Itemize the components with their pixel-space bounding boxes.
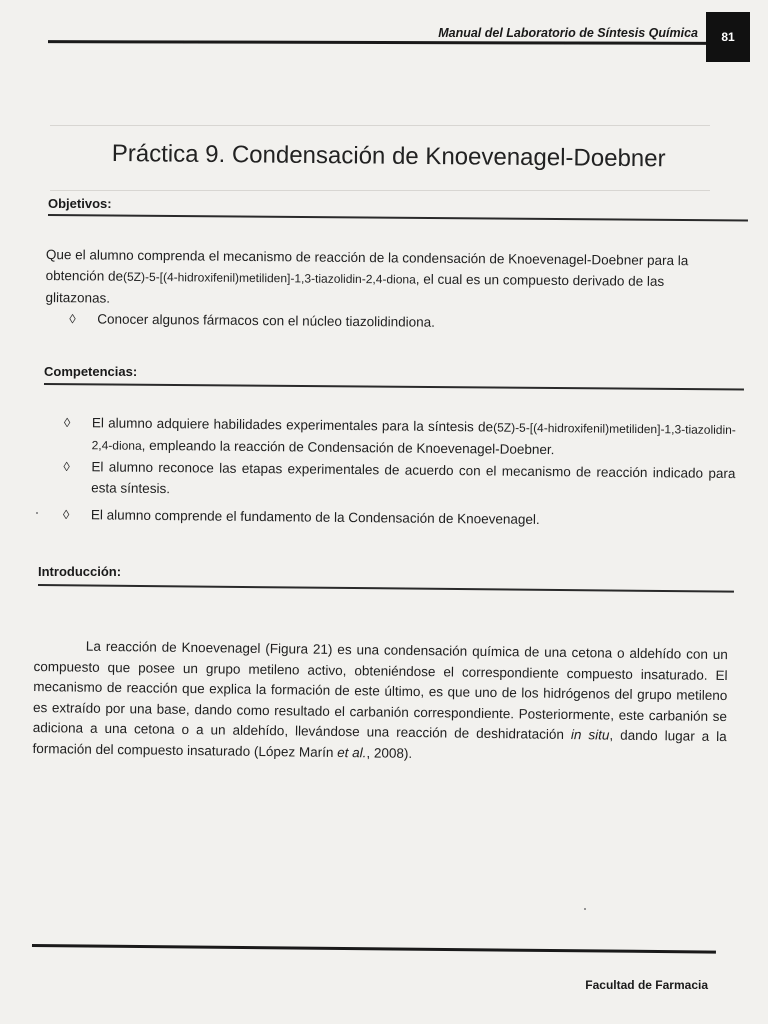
introduccion-body — [32, 636, 728, 768]
section-heading-competencias: Competencias: — [44, 364, 138, 379]
section-heading-introduccion: Introducción: — [38, 564, 122, 579]
objetivos-text-part2: , el cual es un compuesto derivado de las glitazonas. — [45, 271, 665, 306]
competencias-bullet-2-text: El alumno reconoce las etapas experimentales de acuerdo con el mecanismo de reacción indicado para esta síntesis. — [91, 459, 736, 497]
competencias-bullet-1-rest: , empleando la reacción de Condensación de Knoevenagel-Doebner. — [141, 437, 555, 458]
objetivos-compound-name: (5Z)-5-[(4-hidroxifenil)metiliden]-1,3-tiazolidin-2,4-diona — [122, 269, 416, 287]
objetivos-body — [45, 244, 732, 336]
diamond-outline-icon: ◊ — [69, 311, 76, 327]
title-bottom-divider — [50, 190, 710, 191]
section-rule-introduccion — [38, 584, 734, 592]
footer-rule — [32, 944, 716, 954]
competencias-bullet-3-text: El alumno comprende el fundamento de la Condensación de Knoevenagel. — [90, 507, 540, 527]
introduccion-paragraph — [32, 636, 728, 768]
objetivos-bullet-text: Conocer algunos fármacos con el núcleo tiazolidindiona. — [97, 311, 436, 330]
introduccion-text-part1: La reacción de Knoevenagel (Figura 21) es una condensación química de una cetona o aldehído con un compuesto que posee un grupo metileno activo, obteniéndose el correspondiente compuesto insaturado. El mecanismo de reacción que explica la formación de este último, es que uno de los hidrógenos del grupo metileno es extraído por una base, dando como resultado el carbanión correspondiente. Posteriormente, este carbanión se adiciona a una cetona o a un aldehído, llevándose una reacción de deshidratación — [32, 638, 728, 743]
section-rule-objetivos — [48, 214, 748, 221]
competencias-compound-name: (5Z)-5-[(4-hidroxifenil)metiliden]-1,3-tiazolidin-2,4-diona — [91, 420, 736, 453]
section-rule-competencias — [44, 383, 744, 390]
page-number: 81 — [721, 30, 735, 44]
diamond-outline-icon: ◊ — [63, 414, 71, 431]
section-heading-objetivos: Objetivos: — [48, 196, 112, 211]
scan-speck — [36, 512, 38, 514]
introduccion-text-part2: , dando lugar a la formación del compuesto insaturado (López Marín — [32, 727, 727, 760]
competencias-bullet-list — [63, 412, 736, 532]
page-number-badge — [706, 12, 750, 62]
list-item — [63, 456, 735, 505]
footer-institution: Facultad de Farmacia — [585, 978, 708, 992]
running-header-title: Manual del Laboratorio de Síntesis Química — [438, 26, 698, 40]
header-rule — [48, 40, 710, 45]
introduccion-italic-et-al: et al. — [337, 744, 367, 760]
title-top-divider — [50, 125, 710, 126]
diamond-outline-icon: ◊ — [63, 458, 70, 475]
objetivos-text-part1: Que el alumno comprenda el mecanismo de reacción de la condensación de Knoevenagel-Doebner para la obtención de — [45, 246, 689, 284]
diamond-outline-icon: ◊ — [62, 506, 70, 523]
list-item — [63, 504, 735, 532]
introduccion-italic-in-situ: in situ — [570, 727, 610, 743]
objetivos-paragraph — [45, 244, 732, 315]
competencias-body — [63, 412, 736, 532]
list-item — [64, 412, 736, 463]
scan-speck — [584, 908, 586, 910]
competencias-bullet-1-text: El alumno adquiere habilidades experimentales para la síntesis de — [91, 415, 494, 435]
practice-title: Práctica 9. Condensación de Knoevenagel-Doebner — [111, 140, 666, 173]
introduccion-text-part3: , 2008). — [366, 744, 413, 761]
